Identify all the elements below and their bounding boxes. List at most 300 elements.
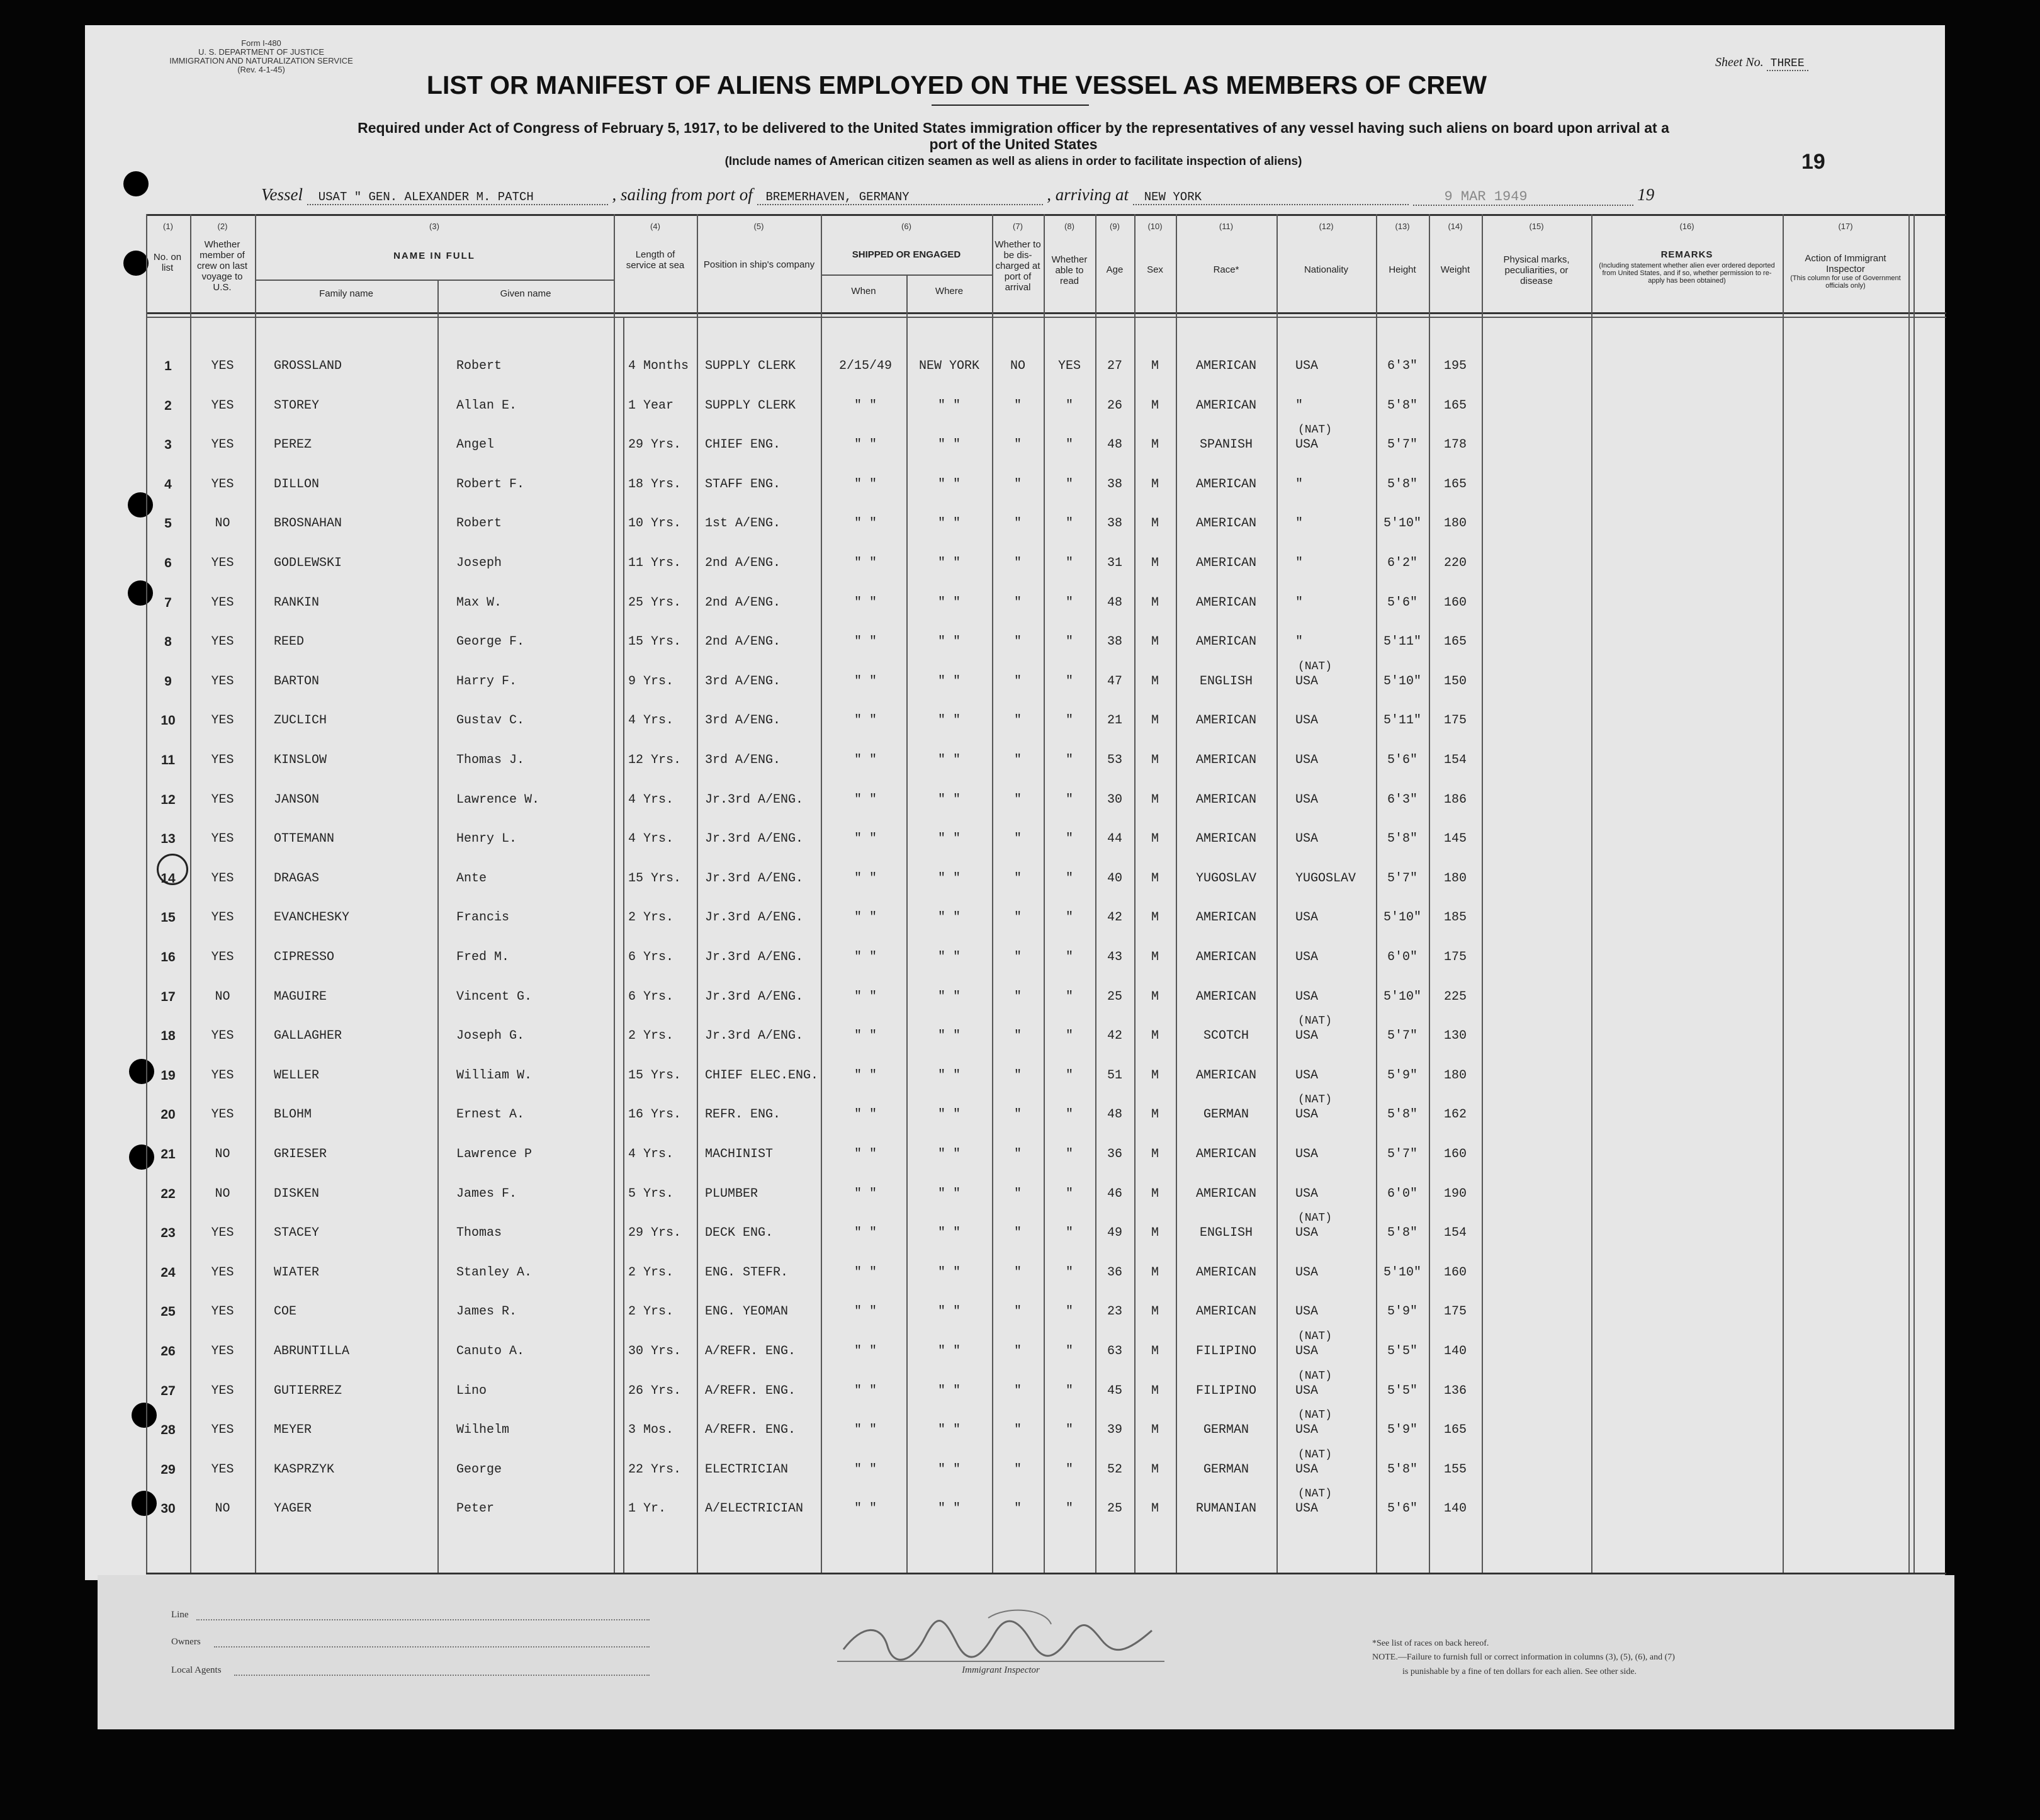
cell-where: " " xyxy=(937,556,961,570)
cell-weight: 178 xyxy=(1443,438,1467,452)
cell-sex: M xyxy=(1151,477,1159,492)
cell-service: 10 Yrs. xyxy=(628,516,682,531)
cell-height: 6'0" xyxy=(1387,1187,1417,1201)
cell-nationality: USA xyxy=(1295,1147,1319,1162)
cell-where: " " xyxy=(937,950,961,964)
cell-read: " xyxy=(1065,1501,1073,1516)
cell-no: 30 xyxy=(161,1501,176,1516)
cell-position: Jr.3rd A/ENG. xyxy=(705,1029,804,1043)
cell-discharged: " xyxy=(1013,1147,1022,1162)
cell-weight: 160 xyxy=(1443,1265,1467,1280)
cell-where: " " xyxy=(937,1068,961,1083)
cell-age: 40 xyxy=(1107,871,1122,886)
cell-height: 5'9" xyxy=(1387,1068,1417,1083)
cell-position: SUPPLY CLERK xyxy=(705,398,796,413)
cell-race: AMERICAN xyxy=(1195,596,1256,610)
cell-nationality: USA xyxy=(1295,359,1319,373)
form-number: Form I-480 xyxy=(241,38,281,48)
cell-weight: 140 xyxy=(1443,1501,1467,1516)
cell-read: " xyxy=(1065,398,1073,413)
cell-race: FILIPINO xyxy=(1195,1344,1256,1359)
cell-when: " " xyxy=(854,477,877,492)
cell-race: AMERICAN xyxy=(1195,1304,1256,1319)
cell-age: 42 xyxy=(1107,910,1122,925)
cell-race: AMERICAN xyxy=(1195,359,1256,373)
cell-given: Harry F. xyxy=(456,674,517,689)
cell-height: 5'7" xyxy=(1387,1147,1417,1162)
cell-height: 5'8" xyxy=(1387,398,1417,413)
cell-when: " " xyxy=(854,596,877,610)
date-stamp: 9 MAR 1949 xyxy=(1413,189,1633,206)
cell-given: Wilhelm xyxy=(456,1423,510,1437)
cell-read: " xyxy=(1065,1344,1073,1359)
cell-discharged: " xyxy=(1013,438,1022,452)
cell-age: 26 xyxy=(1107,398,1122,413)
column-divider xyxy=(1482,214,1483,1573)
cell-nationality: USA xyxy=(1295,1501,1319,1516)
cell-where: " " xyxy=(937,832,961,846)
cell-family: WELLER xyxy=(274,1068,320,1083)
cell-read: " xyxy=(1065,1107,1073,1122)
cell-discharged: " xyxy=(1013,793,1022,807)
cell-service: 18 Yrs. xyxy=(628,477,682,492)
cell-service: 15 Yrs. xyxy=(628,1068,682,1083)
col-shipped-engaged: SHIPPED OR ENGAGED xyxy=(852,249,961,260)
cell-no: 12 xyxy=(161,793,176,807)
cell-height: 5'8" xyxy=(1387,832,1417,846)
cell-sex: M xyxy=(1151,1187,1159,1201)
sheet-label: Sheet No. xyxy=(1715,55,1764,69)
column-divider xyxy=(1276,214,1278,1573)
cell-race: SCOTCH xyxy=(1203,1029,1249,1043)
cell-no: 8 xyxy=(164,635,172,649)
cell-family: MEYER xyxy=(274,1423,312,1437)
cell-no: 3 xyxy=(164,438,172,452)
cell-race: RUMANIAN xyxy=(1195,1501,1256,1516)
cell-height: 5'8" xyxy=(1387,1462,1417,1477)
cell-family: COE xyxy=(274,1304,297,1319)
cell-weight: 190 xyxy=(1443,1187,1467,1201)
cell-weight: 165 xyxy=(1443,635,1467,649)
cell-height: 5'5" xyxy=(1387,1384,1417,1398)
cell-weight: 175 xyxy=(1443,1304,1467,1319)
cell-read: " xyxy=(1065,477,1073,492)
cell-weight: 160 xyxy=(1443,1147,1467,1162)
cell-family: MAGUIRE xyxy=(274,990,327,1004)
cell-member: NO xyxy=(215,516,230,531)
cell-discharged: " xyxy=(1013,753,1022,767)
cell-when: " " xyxy=(854,950,877,964)
cell-given: Joseph xyxy=(456,556,502,570)
cell-sex: M xyxy=(1151,1344,1159,1359)
colnum-10: (10) xyxy=(1147,222,1163,231)
cell-nat-prefix: (NAT) xyxy=(1298,1212,1333,1224)
cell-where: " " xyxy=(937,1344,961,1359)
cell-height: 5'7" xyxy=(1387,871,1417,886)
cell-given: Peter xyxy=(456,1501,495,1516)
cell-position: A/ELECTRICIAN xyxy=(705,1501,804,1516)
vessel-value: USAT " GEN. ALEXANDER M. PATCH xyxy=(307,190,608,205)
cell-no: 22 xyxy=(161,1187,176,1201)
cell-where: " " xyxy=(937,516,961,531)
cell-nationality: USA xyxy=(1295,1344,1319,1359)
cell-no: 4 xyxy=(164,477,172,492)
cell-family: OTTEMANN xyxy=(274,832,335,846)
table-bottom-rule xyxy=(146,1573,1946,1574)
col-remarks: REMARKS xyxy=(1660,249,1713,260)
cell-given: Lawrence W. xyxy=(456,793,540,807)
cell-age: 45 xyxy=(1107,1384,1122,1398)
cell-where: " " xyxy=(937,1029,961,1043)
cell-family: EVANCHESKY xyxy=(274,910,350,925)
cell-nationality: YUGOSLAV xyxy=(1295,871,1356,886)
row-14-circle-mark xyxy=(157,854,188,885)
cell-discharged: " xyxy=(1013,477,1022,492)
cell-sex: M xyxy=(1151,1501,1159,1516)
cell-member: YES xyxy=(211,1265,234,1280)
cell-no: 5 xyxy=(164,516,172,531)
cell-race: AMERICAN xyxy=(1195,832,1256,846)
cell-family: GUTIERREZ xyxy=(274,1384,342,1398)
cell-age: 30 xyxy=(1107,793,1122,807)
races-note: *See list of races on back hereof. xyxy=(1372,1639,1489,1648)
cell-member: YES xyxy=(211,596,234,610)
cell-given: Thomas xyxy=(456,1226,502,1240)
column-divider xyxy=(146,214,147,1573)
cell-age: 36 xyxy=(1107,1265,1122,1280)
footer-agents-label: Local Agents xyxy=(171,1665,222,1675)
cell-nationality: USA xyxy=(1295,1226,1319,1240)
col-discharged: Whether to be dis-charged at port of arrival xyxy=(995,239,1041,293)
column-divider xyxy=(821,214,822,1573)
cell-given: Henry L. xyxy=(456,832,517,846)
cell-when: " " xyxy=(854,1344,877,1359)
cell-read: " xyxy=(1065,1068,1073,1083)
cell-given: Ernest A. xyxy=(456,1107,525,1122)
cell-weight: 165 xyxy=(1443,1423,1467,1437)
cell-read: YES xyxy=(1057,359,1081,373)
cell-given: Lino xyxy=(456,1384,487,1398)
cell-where: " " xyxy=(937,1226,961,1240)
cell-when: " " xyxy=(854,1226,877,1240)
cell-when: " " xyxy=(854,1068,877,1083)
cell-sex: M xyxy=(1151,950,1159,964)
col-action: Action of Immigrant Inspector xyxy=(1805,253,1886,274)
cell-service: 4 Yrs. xyxy=(628,1147,674,1162)
cell-position: REFR. ENG. xyxy=(705,1107,781,1122)
cell-nat-prefix: (NAT) xyxy=(1298,1370,1333,1382)
cell-where: " " xyxy=(937,635,961,649)
cell-read: " xyxy=(1065,713,1073,728)
cell-weight: 165 xyxy=(1443,477,1467,492)
colnum-15: (15) xyxy=(1529,222,1544,231)
cell-nationality: USA xyxy=(1295,793,1319,807)
sailing-label: , sailing from port of xyxy=(612,185,753,204)
column-divider xyxy=(1783,214,1784,1573)
cell-height: 6'3" xyxy=(1387,359,1417,373)
cell-discharged: " xyxy=(1013,1029,1022,1043)
cell-age: 46 xyxy=(1107,1187,1122,1201)
cell-race: AMERICAN xyxy=(1195,713,1256,728)
cell-discharged: " xyxy=(1013,1226,1022,1240)
cell-age: 25 xyxy=(1107,990,1122,1004)
cell-no: 28 xyxy=(161,1423,176,1437)
cell-discharged: " xyxy=(1013,1187,1022,1201)
cell-sex: M xyxy=(1151,359,1159,373)
cell-age: 39 xyxy=(1107,1423,1122,1437)
cell-age: 43 xyxy=(1107,950,1122,964)
cell-race: YUGOSLAV xyxy=(1195,871,1256,886)
cell-nationality: USA xyxy=(1295,713,1319,728)
cell-given: Angel xyxy=(456,438,495,452)
cell-service: 15 Yrs. xyxy=(628,635,682,649)
colnum-2: (2) xyxy=(217,222,228,231)
cell-position: A/REFR. ENG. xyxy=(705,1384,796,1398)
cell-no: 21 xyxy=(161,1147,176,1162)
column-divider xyxy=(623,318,624,1573)
cell-weight: 180 xyxy=(1443,516,1467,531)
cell-family: RANKIN xyxy=(274,596,320,610)
vessel-line xyxy=(261,185,1753,210)
cell-member: YES xyxy=(211,438,234,452)
cell-height: 5'6" xyxy=(1387,753,1417,767)
cell-discharged: " xyxy=(1013,1344,1022,1359)
sheet-number xyxy=(1715,55,1808,70)
cell-sex: M xyxy=(1151,1304,1159,1319)
cell-given: Canuto A. xyxy=(456,1344,525,1359)
sheet-value: THREE xyxy=(1767,57,1808,71)
col-no-on-list: No. on list xyxy=(153,252,182,273)
cell-service: 6 Yrs. xyxy=(628,950,674,964)
cell-when: " " xyxy=(854,398,877,413)
cell-discharged: " xyxy=(1013,635,1022,649)
department: U. S. DEPARTMENT OF JUSTICE xyxy=(198,47,325,57)
cell-sex: M xyxy=(1151,674,1159,689)
cell-height: 5'9" xyxy=(1387,1304,1417,1319)
footer-agents-blank xyxy=(234,1675,650,1676)
cell-weight: 130 xyxy=(1443,1029,1467,1043)
column-divider xyxy=(614,214,615,1573)
subtitle-line1: Required under Act of Congress of February 5, 1917, to be delivered to the United States immigration officer by the representatives of any vessel having such aliens on board upon arrival at a xyxy=(358,120,1669,136)
cell-where: " " xyxy=(937,1107,961,1122)
col-weight: Weight xyxy=(1440,264,1470,275)
cell-race: FILIPINO xyxy=(1195,1384,1256,1398)
cell-position: 3rd A/ENG. xyxy=(705,753,781,767)
cell-discharged: " xyxy=(1013,713,1022,728)
cell-race: GERMAN xyxy=(1203,1107,1249,1122)
cell-member: YES xyxy=(211,950,234,964)
cell-discharged: " xyxy=(1013,1501,1022,1516)
cell-nationality: " xyxy=(1295,596,1304,610)
cell-where: " " xyxy=(937,398,961,413)
cell-member: YES xyxy=(211,1029,234,1043)
cell-no: 13 xyxy=(161,832,176,846)
cell-service: 2 Yrs. xyxy=(628,1265,674,1280)
arriving-value: NEW YORK xyxy=(1133,190,1409,205)
cell-height: 5'10" xyxy=(1383,910,1421,925)
colnum-7: (7) xyxy=(1013,222,1023,231)
cell-member: YES xyxy=(211,1423,234,1437)
cell-read: " xyxy=(1065,871,1073,886)
col-family-name: Family name xyxy=(319,288,373,299)
cell-nat-prefix: (NAT) xyxy=(1298,1449,1333,1461)
cell-no: 18 xyxy=(161,1029,176,1043)
cell-sex: M xyxy=(1151,713,1159,728)
cell-race: AMERICAN xyxy=(1195,793,1256,807)
cell-when: " " xyxy=(854,871,877,886)
cell-when: " " xyxy=(854,556,877,570)
cell-read: " xyxy=(1065,1147,1073,1162)
cell-family: WIATER xyxy=(274,1265,320,1280)
cell-no: 29 xyxy=(161,1462,176,1477)
cell-no: 19 xyxy=(161,1068,176,1083)
cell-height: 5'10" xyxy=(1383,516,1421,531)
cell-nat-prefix: (NAT) xyxy=(1298,1488,1333,1500)
cell-where: " " xyxy=(937,1423,961,1437)
cell-race: AMERICAN xyxy=(1195,1187,1256,1201)
cell-read: " xyxy=(1065,1462,1073,1477)
cell-given: Robert xyxy=(456,359,502,373)
cell-family: YAGER xyxy=(274,1501,312,1516)
cell-family: STOREY xyxy=(274,398,320,413)
cell-member: YES xyxy=(211,635,234,649)
cell-race: AMERICAN xyxy=(1195,516,1256,531)
cell-family: ABRUNTILLA xyxy=(274,1344,350,1359)
cell-when: " " xyxy=(854,1187,877,1201)
cell-when: " " xyxy=(854,1107,877,1122)
inspector-signature xyxy=(837,1599,1164,1668)
cell-discharged: " xyxy=(1013,1265,1022,1280)
cell-discharged: " xyxy=(1013,990,1022,1004)
column-divider xyxy=(1591,214,1592,1573)
cell-sex: M xyxy=(1151,1462,1159,1477)
cell-position: Jr.3rd A/ENG. xyxy=(705,990,804,1004)
cell-member: NO xyxy=(215,1147,230,1162)
cell-position: CHIEF ENG. xyxy=(705,438,781,452)
cell-member: NO xyxy=(215,1187,230,1201)
inspector-line xyxy=(837,1661,1164,1662)
cell-discharged: NO xyxy=(1010,359,1025,373)
cell-read: " xyxy=(1065,1304,1073,1319)
cell-race: ENGLISH xyxy=(1199,1226,1253,1240)
cell-weight: 175 xyxy=(1443,713,1467,728)
col-when: When xyxy=(851,286,876,297)
cell-service: 16 Yrs. xyxy=(628,1107,682,1122)
cell-read: " xyxy=(1065,990,1073,1004)
cell-service: 1 Yr. xyxy=(628,1501,667,1516)
cell-height: 5'8" xyxy=(1387,1107,1417,1122)
cell-no: 10 xyxy=(161,713,176,728)
colnum-13: (13) xyxy=(1395,222,1410,231)
cell-member: YES xyxy=(211,1226,234,1240)
cell-when: " " xyxy=(854,910,877,925)
cell-position: STAFF ENG. xyxy=(705,477,781,492)
cell-weight: 140 xyxy=(1443,1344,1467,1359)
cell-where: " " xyxy=(937,990,961,1004)
cell-family: GODLEWSKI xyxy=(274,556,342,570)
cell-given: James F. xyxy=(456,1187,517,1201)
cell-member: YES xyxy=(211,1107,234,1122)
cell-nationality: " xyxy=(1295,398,1304,413)
cell-family: PEREZ xyxy=(274,438,312,452)
cell-when: " " xyxy=(854,753,877,767)
cell-where: " " xyxy=(937,1265,961,1280)
cell-member: YES xyxy=(211,477,234,492)
cell-race: SPANISH xyxy=(1199,438,1253,452)
cell-when: " " xyxy=(854,713,877,728)
cell-given: Gustav C. xyxy=(456,713,525,728)
cell-weight: 220 xyxy=(1443,556,1467,570)
cell-nationality: USA xyxy=(1295,753,1319,767)
cell-nat-prefix: (NAT) xyxy=(1298,1094,1333,1106)
column-divider xyxy=(1176,214,1177,1573)
cell-where: " " xyxy=(937,1462,961,1477)
cell-no: 16 xyxy=(161,950,176,964)
cell-service: 4 Yrs. xyxy=(628,713,674,728)
cell-member: YES xyxy=(211,910,234,925)
cell-weight: 160 xyxy=(1443,596,1467,610)
cell-position: Jr.3rd A/ENG. xyxy=(705,793,804,807)
cell-family: KINSLOW xyxy=(274,753,327,767)
cell-race: AMERICAN xyxy=(1195,1147,1256,1162)
column-divider xyxy=(1913,214,1915,1573)
cell-race: AMERICAN xyxy=(1195,990,1256,1004)
cell-service: 2 Yrs. xyxy=(628,1304,674,1319)
cell-sex: M xyxy=(1151,1147,1159,1162)
cell-nat-prefix: (NAT) xyxy=(1298,1409,1333,1422)
cell-where: " " xyxy=(937,1304,961,1319)
cell-when: 2/15/49 xyxy=(838,359,892,373)
col-where: Where xyxy=(935,286,964,297)
footer-line-label: Line xyxy=(171,1610,189,1620)
cell-no: 24 xyxy=(161,1265,176,1280)
arriving-label: , arriving at xyxy=(1047,185,1129,204)
cell-age: 36 xyxy=(1107,1147,1122,1162)
cell-member: YES xyxy=(211,793,234,807)
colnum-8: (8) xyxy=(1064,222,1074,231)
cell-weight: 185 xyxy=(1443,910,1467,925)
cell-position: 3rd A/ENG. xyxy=(705,713,781,728)
cell-nationality: USA xyxy=(1295,990,1319,1004)
cell-family: CIPRESSO xyxy=(274,950,335,964)
col-height: Height xyxy=(1389,264,1416,275)
cell-when: " " xyxy=(854,438,877,452)
cell-position: A/REFR. ENG. xyxy=(705,1344,796,1359)
cell-weight: 195 xyxy=(1443,359,1467,373)
cell-discharged: " xyxy=(1013,1384,1022,1398)
colnum-4: (4) xyxy=(650,222,660,231)
cell-no: 23 xyxy=(161,1226,176,1240)
cell-sex: M xyxy=(1151,793,1159,807)
cell-family: BROSNAHAN xyxy=(274,516,342,531)
cell-position: Jr.3rd A/ENG. xyxy=(705,871,804,886)
cell-position: ENG. STEFR. xyxy=(705,1265,789,1280)
cell-position: CHIEF ELEC.ENG. xyxy=(705,1068,819,1083)
cell-no: 7 xyxy=(164,596,172,610)
cell-race: AMERICAN xyxy=(1195,753,1256,767)
cell-service: 29 Yrs. xyxy=(628,438,682,452)
cell-position: 2nd A/ENG. xyxy=(705,556,781,570)
cell-where: " " xyxy=(937,753,961,767)
cell-nationality: USA xyxy=(1295,1029,1319,1043)
cell-nationality: USA xyxy=(1295,1068,1319,1083)
cell-when: " " xyxy=(854,793,877,807)
form-id-block xyxy=(148,39,375,74)
cell-service: 2 Yrs. xyxy=(628,910,674,925)
cell-where: " " xyxy=(937,871,961,886)
column-divider xyxy=(1908,214,1910,1573)
cell-position: 2nd A/ENG. xyxy=(705,635,781,649)
